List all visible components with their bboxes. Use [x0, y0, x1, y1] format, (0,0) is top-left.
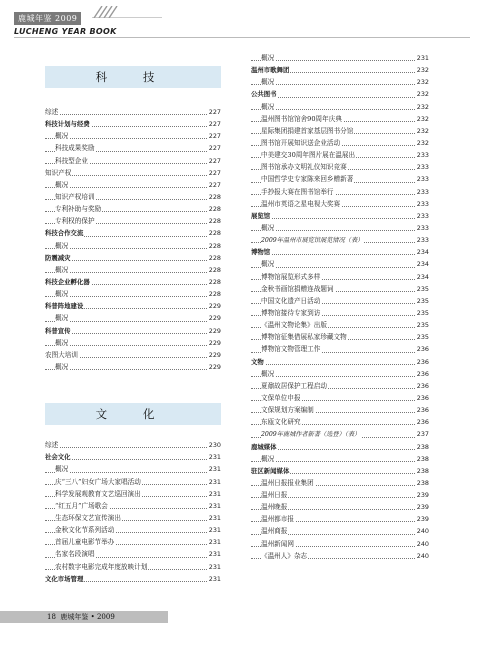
toc-entry-title: 概况: [55, 314, 69, 323]
toc-entry[interactable]: [251, 198, 429, 210]
toc-entry-page: 227: [208, 142, 221, 154]
toc-entry[interactable]: [251, 246, 429, 258]
leader-dots: [251, 461, 415, 462]
toc-entry[interactable]: [251, 343, 429, 355]
toc-entry[interactable]: [45, 463, 221, 475]
toc-entry-page: 235: [416, 295, 429, 307]
toc-entry-title: 2009年温州市展览馆展览情况（表）: [261, 237, 364, 245]
toc-entry-title: 博物馆展览形式多样: [261, 272, 321, 281]
toc-entry-page: 232: [416, 101, 429, 113]
leader-dots: [251, 60, 415, 61]
toc-entry[interactable]: [251, 173, 429, 185]
toc-entry-page: 232: [416, 76, 429, 88]
toc-entry-page: 229: [208, 349, 221, 361]
toc-entry-page: 228: [208, 264, 221, 276]
toc-entry[interactable]: [251, 283, 429, 295]
toc-entry[interactable]: [251, 222, 429, 234]
toc-entry-title: 科技成果奖励: [55, 144, 95, 153]
toc-entry-title: 概况: [55, 338, 69, 347]
toc-entry-page: 235: [416, 331, 429, 343]
toc-entry-title: 夏鼐故居保护工程启动: [261, 381, 327, 390]
toc-entry-page: 234: [416, 271, 429, 283]
toc-entry[interactable]: [251, 441, 429, 453]
toc-entry[interactable]: [45, 536, 221, 548]
toc-entry[interactable]: [251, 319, 429, 331]
section-heading-culture: 文 化: [45, 403, 221, 425]
toc-entry[interactable]: [45, 155, 221, 167]
toc-entry-page: 239: [416, 489, 429, 501]
toc-entry-page: 233: [416, 234, 429, 246]
toc-entry-title: 综述: [45, 108, 59, 116]
toc-entry-page: 232: [416, 125, 429, 137]
toc-entry-title: 温州日报: [261, 491, 288, 500]
toc-entry-page: 229: [208, 361, 221, 373]
toc-entry[interactable]: [45, 500, 221, 512]
leader-dots: [251, 254, 415, 255]
toc-entry-page: 233: [416, 186, 429, 198]
toc-entry-title: 温州都市报: [261, 515, 294, 524]
toc-entry-title: 概况: [55, 132, 69, 141]
toc-entry[interactable]: [251, 453, 429, 465]
toc-entry[interactable]: [251, 64, 429, 76]
toc-entry-title: 2009年鹿城作者新著（选登）（表）: [261, 431, 361, 439]
toc-entry[interactable]: [45, 337, 221, 349]
toc-entry-title: 概况: [55, 362, 69, 371]
toc-entry-page: 236: [416, 416, 429, 428]
leader-dots: [251, 364, 415, 365]
toc-entry-title: 概况: [55, 465, 69, 474]
toc-entry[interactable]: [45, 252, 221, 264]
toc-entry[interactable]: [251, 149, 429, 161]
toc-entry[interactable]: [45, 142, 221, 154]
toc-entry[interactable]: [45, 118, 221, 130]
toc-entry-page: 229: [208, 337, 221, 349]
toc-entry[interactable]: [45, 130, 221, 142]
leader-dots: [251, 84, 415, 85]
toc-entry[interactable]: [251, 428, 429, 440]
toc-entry[interactable]: [45, 524, 221, 536]
leader-dots: [251, 230, 415, 231]
leader-dots: [45, 296, 207, 297]
toc-entry-title: 金秋书画馆捐赠连战题词: [261, 284, 334, 293]
toc-entry-page: 229: [208, 312, 221, 324]
toc-entry[interactable]: [45, 203, 221, 215]
toc-entry-page: 231: [416, 52, 429, 64]
toc-entry-page: 232: [416, 113, 429, 125]
toc-right-column: [251, 52, 429, 562]
toc-list-culture: [45, 439, 221, 585]
leader-dots: [45, 472, 207, 473]
toc-entry-page: 228: [208, 252, 221, 264]
toc-entry[interactable]: [45, 451, 221, 463]
toc-entry[interactable]: [45, 191, 221, 203]
toc-entry-page: 231: [208, 548, 221, 560]
toc-entry-title: 博物馆接待专家到访: [261, 308, 321, 317]
toc-entry-title: 农村数字电影完成年度放映计划: [55, 562, 148, 571]
toc-entry[interactable]: [251, 404, 429, 416]
toc-entry-title: 概况: [261, 454, 275, 463]
toc-entry[interactable]: [251, 258, 429, 270]
toc-entry-page: 231: [208, 512, 221, 524]
toc-entry-page: 236: [416, 380, 429, 392]
toc-entry-page: 227: [208, 167, 221, 179]
toc-entry[interactable]: [45, 106, 221, 118]
page-number: 18: [47, 613, 56, 621]
leader-dots: [45, 272, 207, 273]
toc-entry[interactable]: [251, 210, 429, 222]
toc-entry-page: 228: [208, 227, 221, 239]
toc-entry-title: 概况: [261, 102, 275, 111]
toc-entry-title: 名家名段演唱: [55, 550, 95, 559]
toc-entry-title: 知识产权培训: [55, 192, 95, 201]
toc-entry-title: 科技企业孵化器: [45, 277, 90, 286]
toc-entry-page: 236: [416, 404, 429, 416]
leader-dots: [45, 138, 207, 139]
toc-entry-page: 238: [416, 441, 429, 453]
toc-entry-title: 科学发展观教育文艺巡回演出: [55, 489, 141, 498]
toc-entry-title: 博物馆文物管理工作: [261, 345, 321, 354]
toc-entry-title: 文化市场管理: [45, 574, 84, 583]
toc-entry-page: 229: [208, 300, 221, 312]
leader-dots: [45, 187, 207, 188]
toc-entry[interactable]: [45, 488, 221, 500]
footer-text: [47, 612, 115, 622]
toc-entry-page: 237: [416, 428, 429, 440]
toc-entry-title: 中国文化遗产日活动: [261, 296, 321, 305]
toc-entry-title: 博物馆: [251, 248, 271, 257]
toc-entry[interactable]: [251, 416, 429, 428]
toc-entry-page: 227: [208, 155, 221, 167]
toc-entry[interactable]: [251, 513, 429, 525]
toc-entry[interactable]: [251, 538, 429, 550]
toc-entry[interactable]: [251, 331, 429, 343]
toc-entry-page: 228: [208, 288, 221, 300]
toc-entry-title: 概况: [55, 265, 69, 274]
toc-entry-title: 概况: [261, 78, 275, 87]
toc-entry[interactable]: [251, 550, 429, 562]
page-footer: [0, 611, 480, 651]
toc-entry-title: 防震减灾: [45, 253, 71, 262]
leader-dots: [45, 114, 207, 115]
toc-entry[interactable]: [45, 312, 221, 324]
toc-entry-title: 东瓯文化研究: [261, 418, 301, 427]
toc-entry-title: 概况: [261, 369, 275, 378]
toc-entry[interactable]: [251, 392, 429, 404]
toc-entry[interactable]: [45, 240, 221, 252]
toc-entry-page: 240: [416, 538, 429, 550]
toc-entry-page: 235: [416, 307, 429, 319]
toc-entry-title: 温州日报报业集团: [261, 478, 314, 487]
toc-entry[interactable]: [251, 271, 429, 283]
running-header: [14, 6, 117, 36]
toc-entry[interactable]: [251, 380, 429, 392]
toc-entry-page: 228: [208, 276, 221, 288]
toc-entry[interactable]: [45, 439, 221, 451]
toc-entry-title: 温州晚报: [261, 503, 288, 512]
leader-dots: [45, 345, 207, 346]
toc-entry-title: 《温州文物论集》出版: [261, 321, 327, 330]
toc-entry-title: 文物: [251, 357, 264, 366]
toc-entry-page: 239: [416, 501, 429, 513]
toc-entry-title: 温州市歌舞团: [251, 66, 290, 75]
toc-entry-page: 228: [208, 240, 221, 252]
toc-entry-page: 236: [416, 368, 429, 380]
toc-entry-page: 240: [416, 525, 429, 537]
toc-entry-title: 图书馆开展知识送企业活动: [261, 138, 341, 147]
leader-dots: [45, 447, 207, 448]
toc-entry[interactable]: [45, 361, 221, 373]
toc-entry-title: 金秋文化节系列活动: [55, 526, 115, 535]
toc-entry-page: 228: [208, 191, 221, 203]
toc-entry-title: 展览馆: [251, 211, 271, 220]
toc-entry[interactable]: [251, 137, 429, 149]
toc-entry[interactable]: [45, 476, 221, 488]
toc-entry[interactable]: [251, 234, 429, 246]
toc-entry[interactable]: [251, 125, 429, 137]
toc-entry-page: 228: [208, 215, 221, 227]
toc-entry-title: 温州商报: [261, 527, 288, 536]
toc-entry[interactable]: [45, 288, 221, 300]
toc-entry-title: 农图大培训: [45, 350, 78, 359]
toc-entry-title: 概况: [55, 241, 69, 250]
toc-entry-title: 首届儿童电影节举办: [55, 538, 115, 547]
toc-entry-title: 科技计划与经费: [45, 120, 90, 129]
toc-entry-page: 238: [416, 453, 429, 465]
toc-list-culture-cont: [251, 52, 429, 562]
leader-dots: [45, 248, 207, 249]
toc-entry-title: 中美建交30周年图片展在温展出: [261, 151, 356, 160]
toc-entry-title: 星际集团捐建首家基层图书分馆: [261, 126, 354, 135]
toc-entry-page: 231: [208, 463, 221, 475]
leader-dots: [251, 267, 415, 268]
toc-entry-page: 228: [208, 203, 221, 215]
toc-entry-page: 238: [416, 477, 429, 489]
toc-entry[interactable]: [251, 501, 429, 513]
toc-entry[interactable]: [251, 465, 429, 477]
toc-entry[interactable]: [45, 300, 221, 312]
toc-entry-title: 概况: [55, 290, 69, 299]
leader-dots: [45, 321, 207, 322]
toc-left-column: [45, 52, 221, 585]
toc-list-science: [45, 106, 221, 373]
toc-entry-page: 232: [416, 64, 429, 76]
toc-entry-page: 239: [416, 513, 429, 525]
toc-entry-title: 《温州人》杂志: [261, 551, 308, 560]
toc-entry-page: 231: [208, 488, 221, 500]
toc-entry[interactable]: [251, 307, 429, 319]
yearbook-english-title: LUCHENG YEAR BOOK: [14, 27, 117, 36]
toc-entry-title: 科技合作交流: [45, 229, 84, 238]
toc-entry-page: 240: [416, 550, 429, 562]
toc-entry-page: 230: [208, 439, 221, 451]
toc-entry-page: 229: [208, 325, 221, 337]
toc-entry-title: “红五月”广场歌会: [55, 501, 108, 510]
toc-entry-page: 231: [208, 573, 221, 585]
toc-entry-page: 233: [416, 161, 429, 173]
yearbook-badge: 鹿城年鉴 2009: [14, 12, 81, 25]
toc-entry-page: 231: [208, 476, 221, 488]
toc-entry-title: 概况: [261, 223, 275, 232]
toc-entry-page: 236: [416, 343, 429, 355]
toc-entry-page: 227: [208, 179, 221, 191]
toc-entry-title: 综述: [45, 441, 59, 450]
toc-entry[interactable]: [251, 525, 429, 537]
toc-entry-page: 231: [208, 451, 221, 463]
toc-entry-title: 社会文化: [45, 453, 71, 462]
toc-entry-page: 235: [416, 283, 429, 295]
toc-entry[interactable]: [45, 561, 221, 573]
toc-entry[interactable]: [45, 512, 221, 524]
toc-entry[interactable]: [45, 349, 221, 361]
toc-entry[interactable]: [45, 179, 221, 191]
toc-entry[interactable]: [45, 264, 221, 276]
toc-entry-title: 驻区新闻媒体: [251, 466, 290, 475]
toc-entry[interactable]: [251, 88, 429, 100]
toc-entry[interactable]: [45, 548, 221, 560]
toc-entry[interactable]: [251, 161, 429, 173]
toc-entry-title: 科普阵地建设: [45, 302, 84, 311]
toc-entry-page: 231: [208, 561, 221, 573]
toc-entry-page: 227: [208, 118, 221, 130]
toc-entry-page: 233: [416, 149, 429, 161]
toc-entry-page: 232: [416, 88, 429, 100]
toc-entry-page: 233: [416, 173, 429, 185]
toc-entry-title: 概况: [55, 180, 69, 189]
toc-entry-page: 231: [208, 524, 221, 536]
toc-entry-title: 专利补助与奖励: [55, 205, 102, 214]
toc-entry-title: 科普宣传: [45, 326, 71, 335]
toc-entry[interactable]: [251, 76, 429, 88]
toc-entry-page: 236: [416, 392, 429, 404]
toc-entry[interactable]: [251, 186, 429, 198]
toc-entry-title: 温州图书馆馆舍90周年庆典: [261, 114, 342, 123]
toc-entry[interactable]: [45, 276, 221, 288]
toc-entry-page: 238: [416, 465, 429, 477]
toc-entry-title: 鹿城媒体: [251, 442, 277, 451]
toc-entry[interactable]: [45, 215, 221, 227]
toc-entry[interactable]: [251, 356, 429, 368]
toc-entry-page: 227: [208, 130, 221, 142]
toc-entry-page: 234: [416, 246, 429, 258]
toc-entry-title: 公共图书: [251, 90, 277, 99]
toc-entry-title: 概况: [261, 54, 275, 62]
leader-dots: [251, 376, 415, 377]
toc-entry[interactable]: [45, 167, 221, 179]
toc-entry[interactable]: [251, 477, 429, 489]
toc-entry-title: 科技型企业: [55, 156, 88, 165]
toc-entry[interactable]: [251, 52, 429, 64]
toc-entry-title: 温州新闻网: [261, 539, 294, 548]
toc-entry-title: 手抄报大赛在图书馆举行: [261, 187, 334, 196]
toc-entry-page: 231: [208, 536, 221, 548]
toc-entry-title: 博物馆征集借展私家珍藏文物: [261, 333, 347, 342]
toc-entry-page: 231: [208, 500, 221, 512]
decorative-slashes-icon: [92, 6, 162, 18]
toc-entry-title: 文保规划方案编制: [261, 406, 314, 415]
toc-entry-title: 中国哲学史专家陈来回乡赠新著: [261, 175, 354, 184]
toc-entry-page: 235: [416, 319, 429, 331]
leader-dots: [251, 218, 415, 219]
toc-entry-page: 234: [416, 258, 429, 270]
toc-entry-page: 233: [416, 198, 429, 210]
toc-entry[interactable]: [251, 295, 429, 307]
footer-title: 鹿城年鉴 • 2009: [60, 613, 115, 621]
toc-entry-page: 232: [416, 137, 429, 149]
toc-entry[interactable]: [45, 325, 221, 337]
toc-entry-page: 236: [416, 356, 429, 368]
toc-entry-title: 温州市英语之星电视大奖赛: [261, 199, 341, 208]
toc-entry-page: 227: [208, 106, 221, 118]
toc-entry-page: 233: [416, 210, 429, 222]
toc-entry[interactable]: [251, 489, 429, 501]
toc-entry-title: 概况: [261, 260, 275, 269]
toc-entry[interactable]: [251, 113, 429, 125]
toc-entry-title: 庆“三八”妇女广场大家唱活动: [55, 477, 141, 486]
toc-entry-title: 知识产权: [45, 168, 72, 177]
toc-entry-title: 专利权的保护: [55, 217, 95, 226]
toc-entry-page: 233: [416, 222, 429, 234]
toc-entry-title: 图书馆承办文明礼仪知识竞赛: [261, 163, 347, 172]
toc-entry-title: 文保单位申报: [261, 393, 301, 402]
toc-entry[interactable]: [45, 573, 221, 585]
toc-entry[interactable]: [251, 101, 429, 113]
leader-dots: [251, 109, 415, 110]
toc-entry[interactable]: [45, 227, 221, 239]
toc-entry-title: 生态环保文艺宣传演出: [55, 513, 121, 522]
leader-dots: [45, 369, 207, 370]
section-heading-science: 科 技: [45, 66, 221, 88]
toc-entry[interactable]: [251, 368, 429, 380]
header-rule: [14, 37, 470, 38]
